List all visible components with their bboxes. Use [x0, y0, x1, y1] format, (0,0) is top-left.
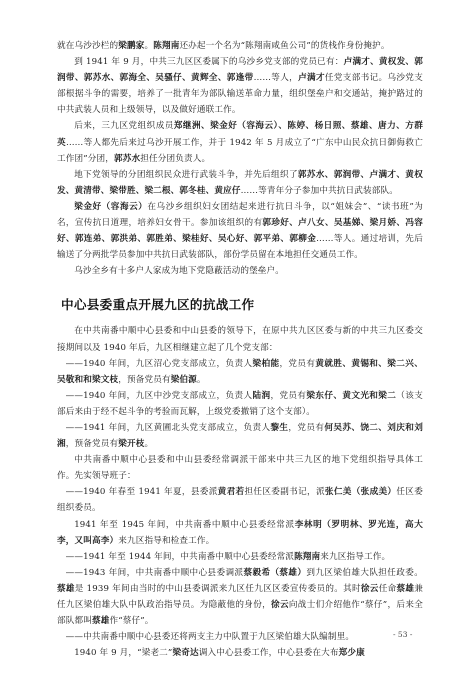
paragraph: ——1941 年至 1944 年间，中共南番中顺中心县委经常派陈翔南来九区指导工作。 [65, 551, 391, 562]
paragraph: 1941 年至 1945 年间，中共南番中顺中心县委经常派李林明（罗明林、罗光连，高大李，又叫高李）来九区指导和检查工作。 [57, 519, 423, 546]
paragraph: 乌沙全乡有十多户人家成为地下党隐蔽活动的堡垒户。 [74, 266, 285, 277]
paragraph: ——1940 年间，九区中沙党支部成立，负责人陆润，党员有梁东仔、黄文光和梁二（该支部后来由于经不起斗争的考验而瓦解，上级党委撤销了这个支部）。 [57, 390, 423, 417]
paragraph: ——中共南番中顺中心县委还将两支主力中队置于九区梁伯雄大队编制里。 [65, 632, 355, 643]
paragraph: 在中共南番中顺中心县委和中山县委的领导下，在原中共九区区委与新的中共三九区委交接期间以及 1940 年后，九区相继建立起了几个党支部： [57, 326, 423, 353]
paragraph: ——1943 年间，中共南番中顺中心县委调派蔡毅希（蔡雄）到九区梁伯雄大队担任政委。蔡雄是 1939 年间由当时的中山县委调派来九区任九区区委宣传委员的。其时徐云任命蔡雄兼任九区梁伯雄大队中队政治指导员。为隐蔽他的身份，徐云向战士们介绍他作“蔡仔”，后来全部队都叫蔡雄作“蔡仔”。 [57, 567, 424, 627]
document-page [57, 38, 423, 661]
paragraph: ——1940 年间，九区沼心党支部成立，负责人梁柏能，党员有黄就胜、黄锡和、梁二兴、吴敬和和梁文枝，预备党员有梁伯源。 [57, 358, 423, 385]
paragraph: 梁金好（容海云）在乌沙乡组织妇女团结起来进行抗日斗争，以“姐妹会”、“读书班”为名，宣传抗日道理，培养妇女骨干。参加该组织的有郭珍好、卢八女、吴基娣、梁月娇、冯容好、郭连弟、郭洪弟、郭胜弟、梁桂好、吴心好、郭平弟、郭柳金……等人。通过培训，先后输送了分两批学员参加中共抗日武装部队，部份学员留在本地担任交通员工作。 [57, 201, 424, 261]
paragraph: 地下党领导的分团组织民众进行武装斗争，并先后组织了郭苏水、郭润带、卢满才、黄权发、黄清带、梁带胜、梁二根、郭冬桂、黄应仔……等青年分子参加中共抗日武装部队。 [57, 169, 423, 196]
paragraph: 1940 年 9 月，“梁老二”梁奇达调入中心县委工作，中心县委在大布郑少康 [74, 648, 365, 659]
paragraph: 后来，三九区党组织成员郑继洲、梁金好（容海云）、陈婷、杨日照、蔡雄、唐力、方群英……等人都先后来过乌沙开展工作，并于 1942 年 5 月成立了“广东中山民众抗日御侮救亡工作团”分团，郭苏水担任分团负责人。 [57, 121, 423, 164]
paragraph: 就在乌沙沙栏的梁鹏家。陈翔南还办起一个名为“陈翔南咸鱼公司”的货栈作身份掩护。 [57, 41, 390, 51]
paragraph: 到 1941 年 9 月，中共三九区区委属下的乌沙乡党支部的党员已有：卢满才、黄权发、郭润带、郭苏水、郭海全、吴骚仔、黄辉全、郭逢带……等人，卢满才任党支部书记。乌沙党支部根据斗争的需要，培养了一批青年为部队输送革命力量，组织堡垒户和交通站，掩护路过的中共武装人员和上级领导，以及做好通联工作。 [57, 57, 423, 116]
paragraph: 中共南番中顺中心县委和中山县委经常调派干部来中共三九区的地下党组织指导具体工作。先实领导班子： [57, 455, 423, 482]
page-number: - 53 - [393, 630, 413, 639]
section-heading: 中心县委重点开展九区的抗战工作 [61, 297, 255, 313]
paragraph: ——1940 年春至 1941 年夏，县委派黄君若担任区委副书记，派张仁美（张成美）任区委组织委员。 [57, 487, 423, 514]
paragraph: ——1941 年间，九区黄圃北头党支部成立，负责人黎生，党员有何吴苏、饶二、刘庆和刘湘，预备党员有梁开枝。 [57, 422, 423, 450]
